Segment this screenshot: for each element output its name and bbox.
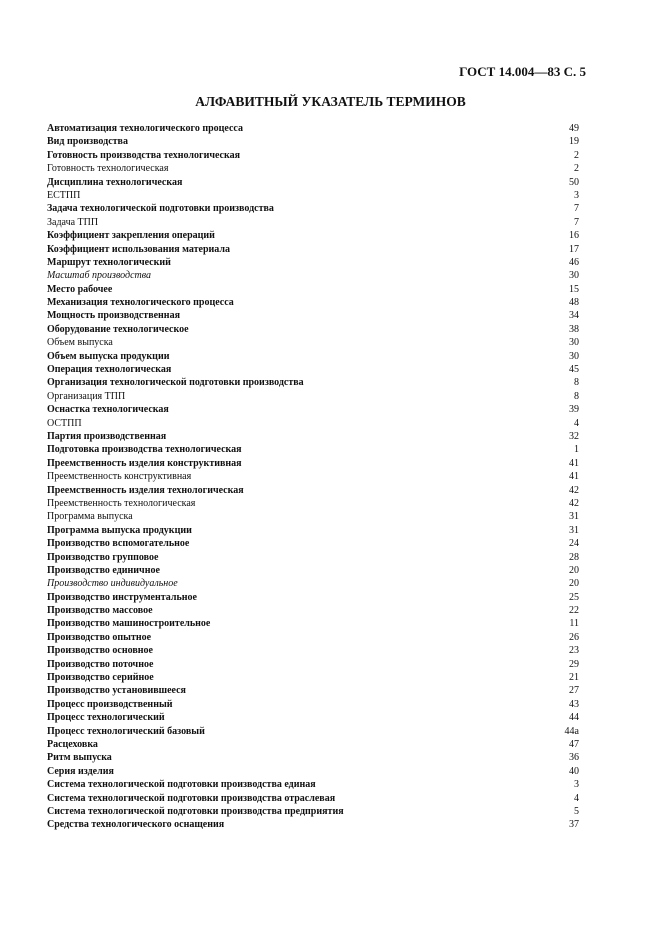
index-term: Готовность технологическая: [47, 163, 169, 175]
index-reference: 7: [574, 216, 579, 228]
index-term: Преемственность конструктивная: [47, 471, 192, 483]
index-term: Объем выпуска продукции: [47, 350, 170, 362]
index-reference: 28: [569, 551, 579, 563]
index-term: Маршрут технологический: [47, 256, 171, 268]
index-reference: 42: [569, 497, 579, 509]
index-entry: [47, 497, 579, 510]
index-term: Система технологической подготовки производства единая: [47, 779, 316, 791]
index-term: Производство вспомогательное: [47, 538, 190, 550]
index-entry: [47, 738, 579, 751]
index-reference: 50: [569, 176, 579, 188]
index-reference: 4: [574, 792, 579, 804]
index-term: Ритм выпуска: [47, 752, 112, 764]
index-reference: 46: [569, 256, 579, 268]
index-entry: [47, 216, 579, 229]
index-entry: [47, 376, 579, 389]
index-term: Система технологической подготовки производства отраслевая: [47, 792, 336, 804]
index-entry: [47, 524, 579, 537]
index-entry: [47, 149, 579, 162]
index-entry: [47, 778, 579, 791]
index-reference: 11: [569, 618, 579, 630]
index-reference: 40: [569, 765, 579, 777]
index-entry: [47, 684, 579, 697]
index-term: Производство групповое: [47, 551, 159, 563]
index-term: Программа выпуска продукции: [47, 524, 192, 536]
index-term: Производство единичное: [47, 564, 160, 576]
index-term: Объем выпуска: [47, 337, 113, 349]
index-entry: [47, 537, 579, 550]
index-entry: [47, 604, 579, 617]
index-reference: 8: [574, 377, 579, 389]
index-reference: 20: [569, 564, 579, 576]
index-term: Оборудование технологическое: [47, 323, 189, 335]
index-entry: [47, 698, 579, 711]
index-term: Производство индивидуальное: [47, 578, 178, 590]
index-entry: [47, 564, 579, 577]
index-reference: 41: [569, 471, 579, 483]
index-reference: 1: [574, 444, 579, 456]
index-reference: 19: [569, 136, 579, 148]
index-entry: [47, 189, 579, 202]
index-reference: 26: [569, 631, 579, 643]
index-entry: [47, 470, 579, 483]
index-reference: 15: [569, 283, 579, 295]
index-reference: 16: [569, 230, 579, 242]
index-reference: 38: [569, 323, 579, 335]
index-entry: [47, 323, 579, 336]
index-entry: [47, 631, 579, 644]
index-reference: 7: [574, 203, 579, 215]
index-term: Производство машиностроительное: [47, 618, 211, 630]
index-entry: [47, 430, 579, 443]
index-term: Коэффициент использования материала: [47, 243, 231, 255]
index-entry: [47, 269, 579, 282]
index-reference: 21: [569, 672, 579, 684]
index-term: Оснастка технологическая: [47, 404, 169, 416]
index-term: Процесс технологический: [47, 712, 165, 724]
index-reference: 30: [569, 337, 579, 349]
index-reference: 2: [574, 149, 579, 161]
term-index-list: [47, 122, 579, 832]
index-term: Организация технологической подготовки производства: [47, 377, 304, 389]
index-entry: [47, 644, 579, 657]
index-entry: [47, 403, 579, 416]
index-reference: 30: [569, 270, 579, 282]
index-term: Место рабочее: [47, 283, 113, 295]
index-entry: [47, 457, 579, 470]
index-entry: [47, 135, 579, 148]
index-reference: 37: [569, 819, 579, 831]
index-reference: 48: [569, 297, 579, 309]
index-entry: [47, 296, 579, 309]
index-term: Операция технологическая: [47, 364, 172, 376]
index-entry: [47, 765, 579, 778]
index-reference: 39: [569, 404, 579, 416]
index-reference: 34: [569, 310, 579, 322]
index-term: Производство опытное: [47, 631, 152, 643]
index-term: Преемственность технологическая: [47, 497, 196, 509]
index-entry: [47, 162, 579, 175]
index-term: Серия изделия: [47, 765, 114, 777]
index-term: Процесс производственный: [47, 698, 173, 710]
index-term: Масштаб производства: [47, 270, 152, 282]
index-entry: [47, 202, 579, 215]
index-entry: [47, 577, 579, 590]
index-reference: 30: [569, 350, 579, 362]
index-term: Коэффициент закрепления операций: [47, 230, 215, 242]
index-entry: [47, 658, 579, 671]
index-reference: 8: [574, 390, 579, 402]
index-entry: [47, 805, 579, 818]
index-entry: [47, 283, 579, 296]
index-reference: 5: [574, 805, 579, 817]
index-reference: 25: [569, 591, 579, 603]
index-reference: 44а: [564, 725, 579, 737]
index-reference: 24: [569, 538, 579, 550]
page-title: АЛФАВИТНЫЙ УКАЗАТЕЛЬ ТЕРМИНОВ: [195, 94, 466, 109]
index-term: Программа выпуска: [47, 511, 133, 523]
index-reference: 17: [569, 243, 579, 255]
index-term: Партия производственная: [47, 430, 167, 442]
index-reference: 31: [569, 524, 579, 536]
index-reference: 41: [569, 457, 579, 469]
index-term: Готовность производства технологическая: [47, 149, 240, 161]
index-term: Преемственность изделия технологическая: [47, 484, 244, 496]
index-entry: [47, 390, 579, 403]
index-reference: 49: [569, 123, 579, 134]
index-reference: 36: [569, 752, 579, 764]
index-reference: 22: [569, 605, 579, 617]
index-term: Система технологической подготовки производства предприятия: [47, 805, 344, 817]
index-term: Организация ТПП: [47, 390, 126, 402]
index-entry: [47, 591, 579, 604]
index-reference: 47: [569, 738, 579, 750]
index-term: Производство поточное: [47, 658, 154, 670]
index-entry: [47, 671, 579, 684]
index-entry: [47, 443, 579, 456]
index-entry: [47, 792, 579, 805]
index-reference: 3: [574, 779, 579, 791]
index-term: Производство массовое: [47, 605, 153, 617]
index-entry: [47, 363, 579, 376]
index-term: Автоматизация технологического процесса: [47, 123, 243, 134]
index-term: Расцеховка: [47, 738, 98, 750]
index-entry: [47, 551, 579, 564]
index-entry: [47, 818, 579, 831]
index-entry: [47, 256, 579, 269]
index-reference: 31: [569, 511, 579, 523]
index-reference: 42: [569, 484, 579, 496]
index-entry: [47, 725, 579, 738]
index-reference: 44: [569, 712, 579, 724]
index-entry: [47, 229, 579, 242]
index-entry: [47, 484, 579, 497]
index-reference: 43: [569, 698, 579, 710]
index-term: Механизация технологического процесса: [47, 297, 234, 309]
index-entry: [47, 122, 579, 135]
index-term: Мощность производственная: [47, 310, 180, 322]
index-term: Задача ТПП: [47, 216, 99, 228]
index-reference: 23: [569, 645, 579, 657]
index-term: Производство инструментальное: [47, 591, 197, 603]
index-reference: 4: [574, 417, 579, 429]
index-term: ЕСТПП: [47, 189, 81, 201]
index-entry: [47, 510, 579, 523]
index-entry: [47, 336, 579, 349]
index-reference: 20: [569, 578, 579, 590]
index-entry: [47, 176, 579, 189]
index-term: Производство серийное: [47, 672, 154, 684]
index-term: Процесс технологический базовый: [47, 725, 205, 737]
index-entry: [47, 350, 579, 363]
index-term: Подготовка производства технологическая: [47, 444, 242, 456]
index-term: Вид производства: [47, 136, 128, 148]
index-reference: 45: [569, 364, 579, 376]
index-entry: [47, 617, 579, 630]
index-term: Производство основное: [47, 645, 153, 657]
index-term: Производство установившееся: [47, 685, 186, 697]
index-reference: 27: [569, 685, 579, 697]
index-term: Дисциплина технологическая: [47, 176, 183, 188]
index-reference: 3: [574, 189, 579, 201]
index-term: Задача технологической подготовки производства: [47, 203, 274, 215]
index-reference: 29: [569, 658, 579, 670]
index-entry: [47, 309, 579, 322]
index-term: Преемственность изделия конструктивная: [47, 457, 242, 469]
index-reference: 32: [569, 430, 579, 442]
index-entry: [47, 243, 579, 256]
index-reference: 2: [574, 163, 579, 175]
index-entry: [47, 751, 579, 764]
index-entry: [47, 711, 579, 724]
index-entry: [47, 417, 579, 430]
page-header: ГОСТ 14.004—83 С. 5: [459, 64, 586, 79]
index-term: Средства технологического оснащения: [47, 819, 225, 831]
index-term: ОСТПП: [47, 417, 82, 429]
